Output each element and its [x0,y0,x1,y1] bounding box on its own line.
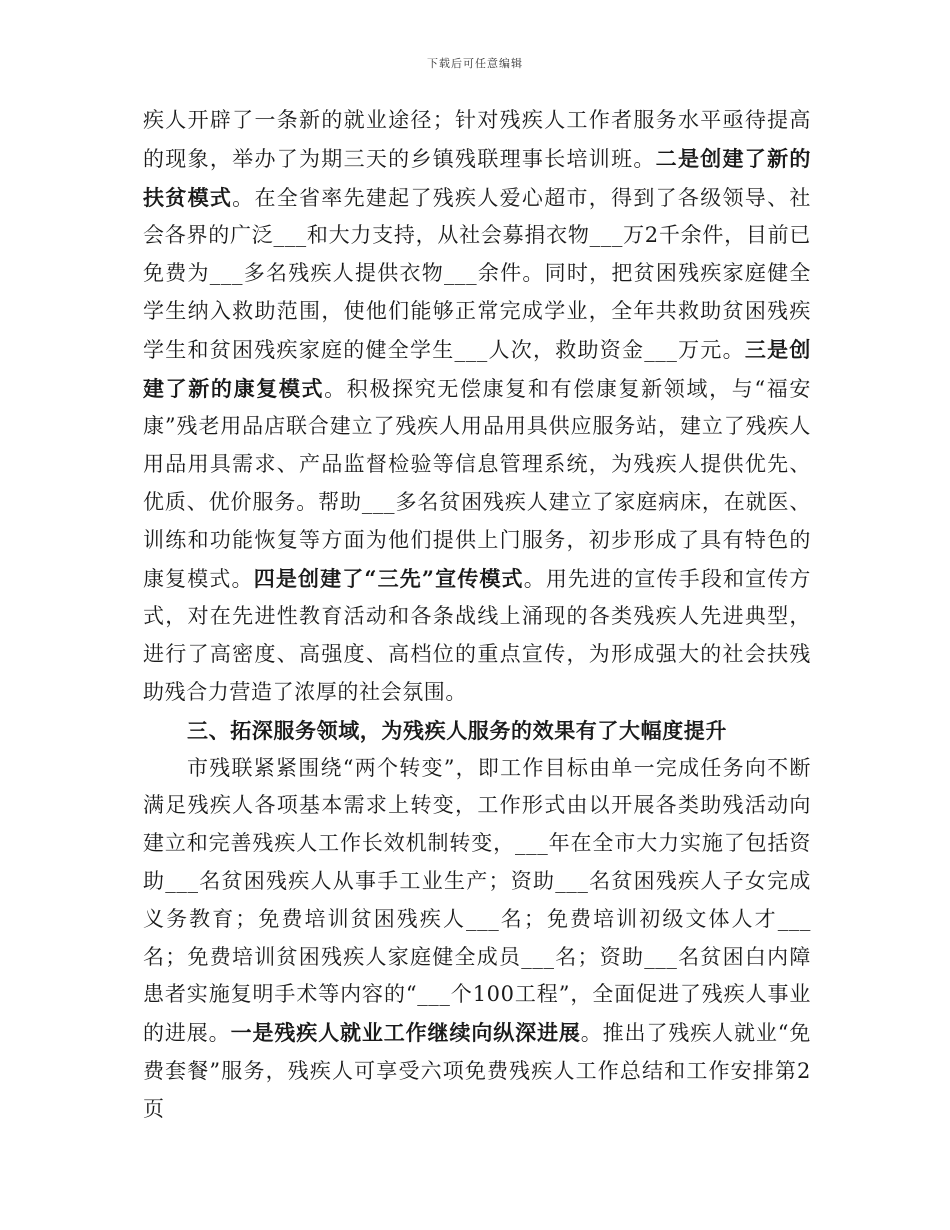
document-body [143,102,811,1129]
paragraph-1 [143,102,811,712]
section-heading: 三、拓深服务领域，为残疾人服务的效果有了大幅度提升 [187,717,727,743]
bold-run: 三是创建了新的康复模式 [143,336,811,401]
text-run: 市残联紧紧围绕“两个转变”，即工作目标由单一完成任务向不断满足残疾人各项基本需求上转变，工作形式由以开展各类助残活动向建立和完善残疾人工作长效机制转变，___年在全市大力实施了包括资助___名贫困残疾人从事手工业生产；资助___名贫困残疾人子女完成义务教育；免费培训贫困残疾人___名；免费培训初级文体人才___名；免费培训贫困残疾人家庭健全成员___名；资助___名贫困白内障患者实施复明手术等内容的“___个100工程”，全面促进了残疾人事业的进展。 [143,755,811,1046]
text-run: 。推出了残疾人就业“免费套餐”服务，残疾人可享受六项免费残疾人工作总结和工作安排第2页 [143,1021,811,1121]
text-run: 。用先进的宣传手段和宣传方式，对在先进性教育活动和各条战线上涌现的各类残疾人先进典型，进行了高密度、高强度、高档位的重点宣传，为形成强大的社会扶残助残合力营造了浓厚的社会氛围。 [143,566,811,704]
bold-run: 二是创建了新的扶贫模式 [143,145,811,210]
page-header: 下载后可任意编辑 [427,57,523,70]
paragraph-2 [143,750,811,1129]
text-run: 。积极探究无偿康复和有偿康复新领域，与“福安康”残老用品店联合建立了残疾人用品用具供应服务站，建立了残疾人用品用具需求、产品监督检验等信息管理系统，为残疾人提供优先、优质、优价服务。帮助___多名贫困残疾人建立了家庭病床，在就医、训练和功能恢复等方面为他们提供上门服务，初步形成了具有特色的康复模式。 [143,376,811,591]
bold-run: 四是创建了“三先”宣传模式 [253,565,524,591]
text-run: 。在全省率先建起了残疾人爱心超市，得到了各级领导、社会各界的广泛___和大力支持，从社会募捐衣物___万2千余件，目前已免费为___多名残疾人提供衣物___余件。同时，把贫困残疾家庭健全学生纳入救助范围，使他们能够正常完成学业，全年共救助贫困残疾学生和贫困残疾家庭的健全学生___人次，救助资金___万元。 [143,185,811,362]
text-run: 疾人开辟了一条新的就业途径；针对残疾人工作者服务水平亟待提高的现象，举办了为期三天的乡镇残联理事长培训班。 [143,108,811,171]
bold-run: 一是残疾人就业工作继续向纵深进展 [230,1020,581,1046]
